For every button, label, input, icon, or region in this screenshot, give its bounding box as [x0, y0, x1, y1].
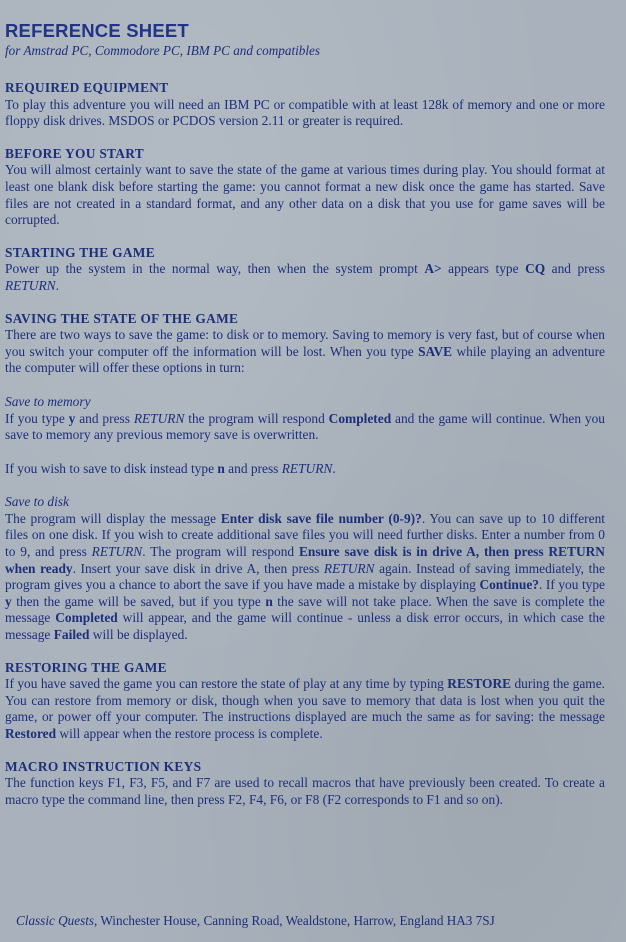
text: again. Instead of saving immediately, the program gives you a chance to abort the save if you have made a mistake by displaying: [5, 560, 605, 593]
section-saving: [5, 311, 605, 644]
message: Continue?: [479, 577, 539, 593]
section-heading: SAVING THE STATE OF THE GAME: [5, 310, 239, 326]
section-body: You will almost certainly want to save the state of the game at various times during play. You should format at least one blank disk before starting the game: you cannot format a new disk once the game has started. Save files are not created in a standard format, and any other data on a disk that you use for game saves will be corrupted.: [5, 162, 605, 228]
text: .: [55, 277, 59, 293]
key-name: RETURN: [91, 544, 143, 560]
section-starting-the-game: [5, 245, 605, 295]
subheading-save-to-memory: Save to memory: [5, 393, 91, 409]
text: If you type: [5, 410, 69, 426]
input-letter: y: [5, 593, 12, 609]
section-heading: RESTORING THE GAME: [5, 659, 167, 675]
text: and press: [224, 460, 282, 476]
section-heading: MACRO INSTRUCTION KEYS: [5, 758, 202, 774]
system-prompt: A>: [424, 261, 442, 277]
text: the program will respond: [184, 410, 329, 426]
key-name: RETURN: [133, 410, 185, 426]
section-body: [5, 411, 605, 444]
section-heading: REQUIRED EQUIPMENT: [5, 80, 169, 95]
text: .: [332, 460, 336, 476]
section-body: [5, 676, 605, 742]
section-restoring: [5, 660, 605, 743]
text: . You can save up to 10 different files on one disk. If you wish to create additional save files you will need further disks. Enter a number from 0 to 9, and press: [5, 510, 605, 560]
text: will be displayed.: [89, 627, 188, 643]
section-macro-keys: [5, 759, 605, 809]
input-letter: n: [217, 460, 225, 476]
text: while playing an adventure the computer will offer these options in turn:: [5, 343, 605, 376]
text: . If you type: [538, 577, 605, 593]
text: There are two ways to save the game: to disk or to memory. Saving to memory is very fast, but of course when you switch your computer off the information will be lost. When you type: [5, 327, 605, 359]
command: SAVE: [418, 343, 453, 359]
message: Failed: [53, 627, 90, 643]
text: during the game. You can restore from memory or disk, though when you save to memory that data is lost when you quit the game, or power off your computer. The instructions displayed are much the same as for saving: the message: [5, 676, 605, 725]
section-body: [5, 327, 605, 377]
text: the save will not take place. When the save is complete the message: [5, 593, 605, 626]
text: and the game will continue. When you save to memory any previous memory save is overwritten.: [5, 410, 605, 443]
text: Power up the system in the normal way, then when the system prompt: [5, 261, 425, 277]
text: will appear when the restore process is complete.: [56, 726, 323, 741]
key-name: RETURN: [281, 460, 333, 476]
text: . The program will respond: [142, 544, 299, 560]
section-body: [5, 461, 605, 478]
address-text: , Winchester House, Canning Road, Wealdstone, Harrow, England HA3 7SJ: [94, 913, 495, 928]
section-body: To play this adventure you will need an IBM PC or compatible with at least 128k of memory and one or more floppy disk drives. MSDOS or PCDOS version 2.11 or greater is required.: [5, 96, 605, 129]
message: Completed: [55, 610, 118, 626]
message: Restored: [5, 726, 57, 741]
section-body: [5, 511, 605, 644]
section-before-you-start: [5, 146, 605, 229]
text: and press: [545, 261, 605, 277]
message: Completed: [328, 410, 392, 426]
key-name: RETURN: [323, 560, 375, 576]
section-body: [5, 261, 605, 294]
command: CQ: [525, 261, 546, 277]
text: If you have saved the game you can restore the state of play at any time by typing: [5, 676, 448, 692]
text: . Insert your save disk in drive A, then press: [72, 560, 324, 576]
message: Ensure save disk is in drive A, then press RETURN when ready: [5, 544, 605, 576]
subheading-save-to-disk: Save to disk: [5, 494, 69, 510]
text: will appear, and the game will continue - unless a disk error occurs, in which case the message: [5, 610, 605, 643]
section-required-equipment: [5, 80, 605, 130]
input-letter: n: [265, 593, 273, 609]
section-heading: STARTING THE GAME: [5, 244, 155, 260]
page-subtitle: for Amstrad PC, Commodore PC, IBM PC and compatibles: [5, 43, 321, 58]
message: Enter disk save file number (0-9)?: [220, 510, 422, 526]
footer-address: [16, 913, 610, 929]
input-letter: y: [68, 410, 76, 426]
text: appears type: [441, 261, 526, 277]
section-body: The function keys F1, F3, F5, and F7 are used to recall macros that have previously been created. To create a macro type the command line, then press F2, F4, F6, or F8 (F2 corresponds to F1 and so on).: [5, 775, 605, 807]
text: then the game will be saved, but if you type: [11, 593, 266, 609]
company-name: Classic Quests: [16, 913, 95, 928]
key-name: RETURN: [5, 277, 56, 293]
text: and press: [75, 410, 134, 426]
section-heading: BEFORE YOU START: [5, 145, 144, 161]
text: The program will display the message: [5, 510, 221, 526]
page-title: REFERENCE SHEET: [5, 20, 189, 41]
text: If you wish to save to disk instead type: [5, 460, 218, 476]
command: RESTORE: [447, 676, 512, 692]
